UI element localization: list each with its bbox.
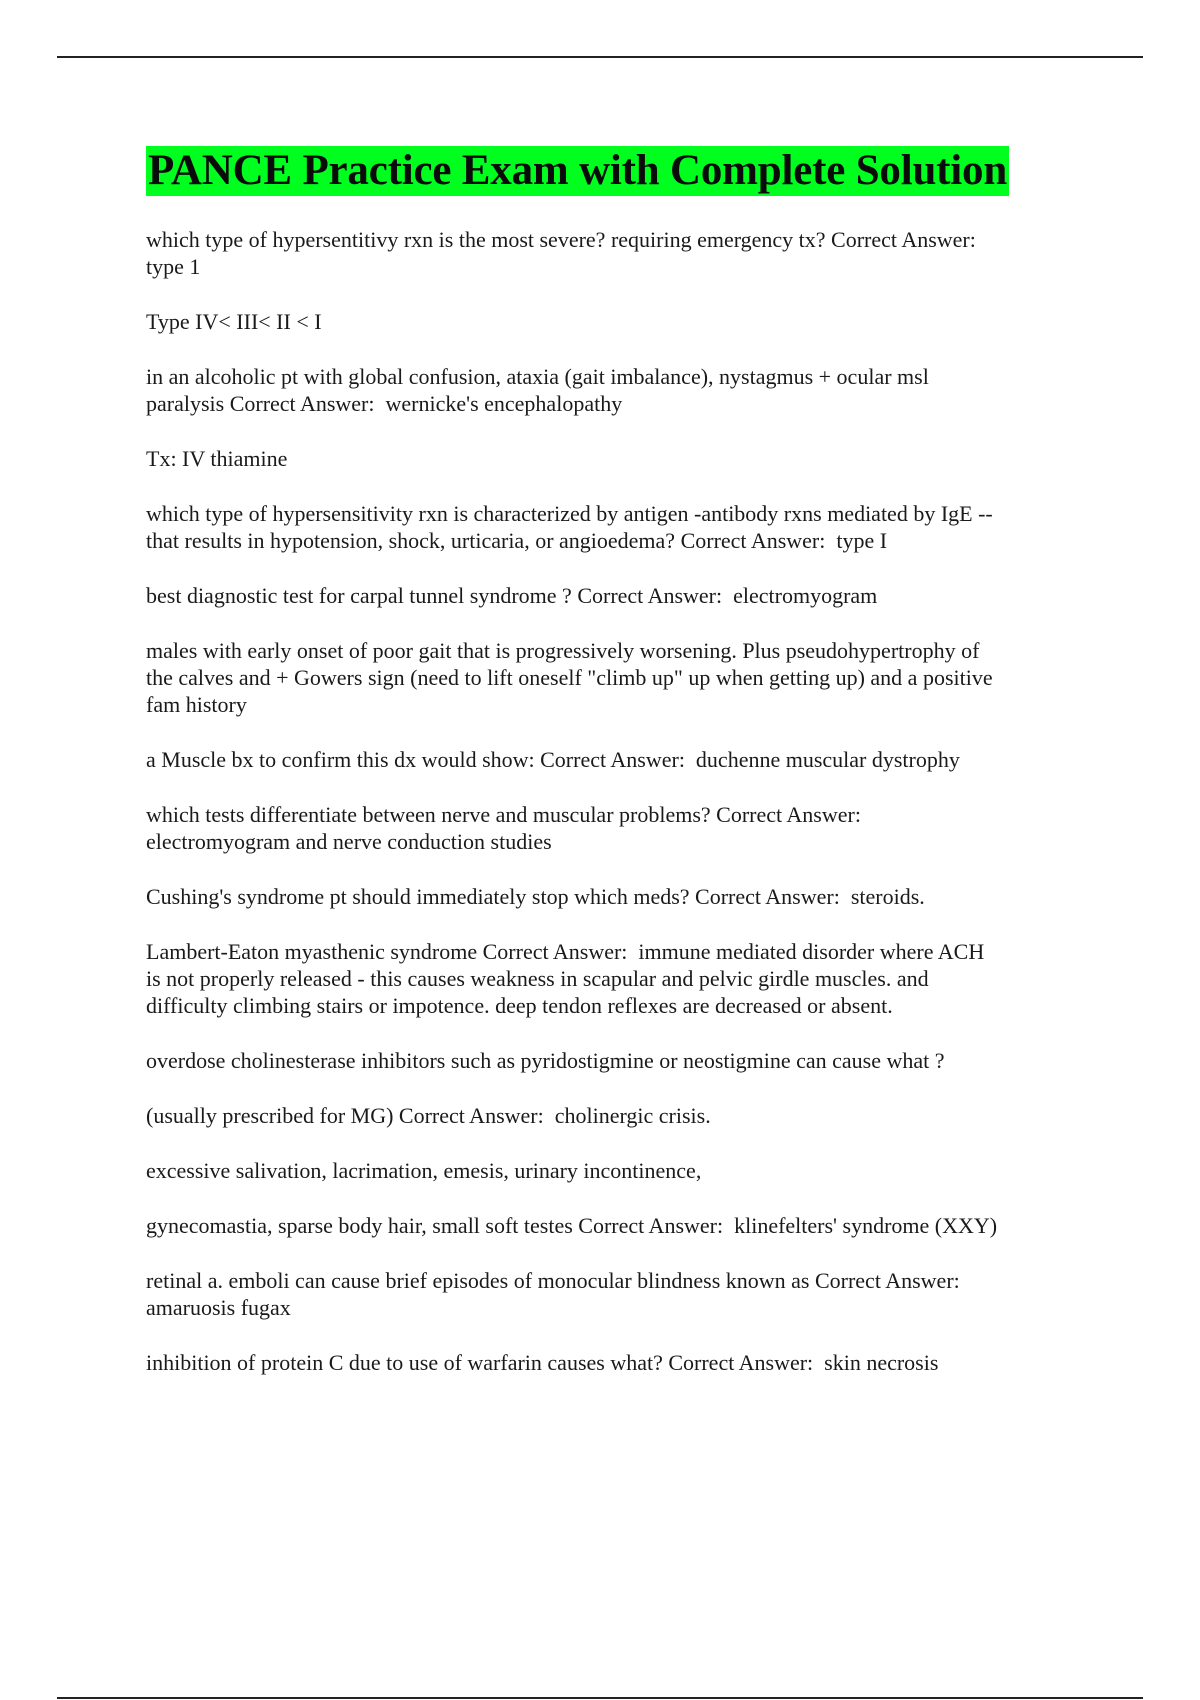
qa-paragraph-4: Tx: IV thiamine	[146, 446, 288, 471]
qa-paragraph-16: retinal a. emboli can cause brief episodes of monocular blindness known as Correct Answer: amaruosis fugax	[146, 1268, 960, 1320]
qa-paragraph-11: Lambert-Eaton myasthenic syndrome Correct Answer: immune mediated disorder where ACH is not properly released - this causes weakness in scapular and pelvic girdle muscles. and difficulty climbing stairs or impotence. deep tendon reflexes are decreased or absent.	[146, 939, 985, 1018]
bottom-divider	[57, 1697, 1143, 1699]
qa-paragraph-3: in an alcoholic pt with global confusion, ataxia (gait imbalance), nystagmus + ocular msl paralysis Correct Answer: wernicke's encephalopathy	[146, 364, 929, 416]
qa-paragraph-8: a Muscle bx to confirm this dx would show: Correct Answer: duchenne muscular dystrophy	[146, 747, 960, 772]
qa-paragraph-7: males with early onset of poor gait that is progressively worsening. Plus pseudohypertrophy of the calves and + Gowers sign (need to lift oneself "climb up" up when getting up) and a positive fam history	[146, 638, 993, 717]
document-title: PANCE Practice Exam with Complete Solution	[148, 147, 1008, 194]
qa-paragraph-9: which tests differentiate between nerve and muscular problems? Correct Answer: electromyogram and nerve conduction studies	[146, 802, 861, 854]
top-divider	[57, 56, 1143, 58]
qa-paragraph-10: Cushing's syndrome pt should immediately stop which meds? Correct Answer: steroids.	[146, 884, 925, 909]
qa-paragraph-6: best diagnostic test for carpal tunnel syndrome ? Correct Answer: electromyogram	[146, 583, 878, 608]
qa-paragraph-13: (usually prescribed for MG) Correct Answer: cholinergic crisis.	[146, 1103, 711, 1128]
qa-paragraph-14: excessive salivation, lacrimation, emesis, urinary incontinence,	[146, 1158, 702, 1183]
qa-paragraph-1: which type of hypersentitivy rxn is the most severe? requiring emergency tx? Correct Answer: type 1	[146, 227, 976, 279]
qa-paragraph-15: gynecomastia, sparse body hair, small soft testes Correct Answer: klinefelters' syndrome (XXY)	[146, 1213, 998, 1238]
qa-paragraph-5: which type of hypersensitivity rxn is characterized by antigen -antibody rxns mediated by IgE -- that results in hypotension, shock, urticaria, or angioedema? Correct Answer: type I	[146, 501, 993, 553]
qa-paragraph-17: inhibition of protein C due to use of warfarin causes what? Correct Answer: skin necrosis	[146, 1350, 939, 1375]
document-body	[146, 146, 1086, 1404]
qa-paragraph-12: overdose cholinesterase inhibitors such as pyridostigmine or neostigmine can cause what ?	[146, 1048, 945, 1073]
qa-paragraph-2: Type IV< III< II < I	[146, 309, 322, 334]
